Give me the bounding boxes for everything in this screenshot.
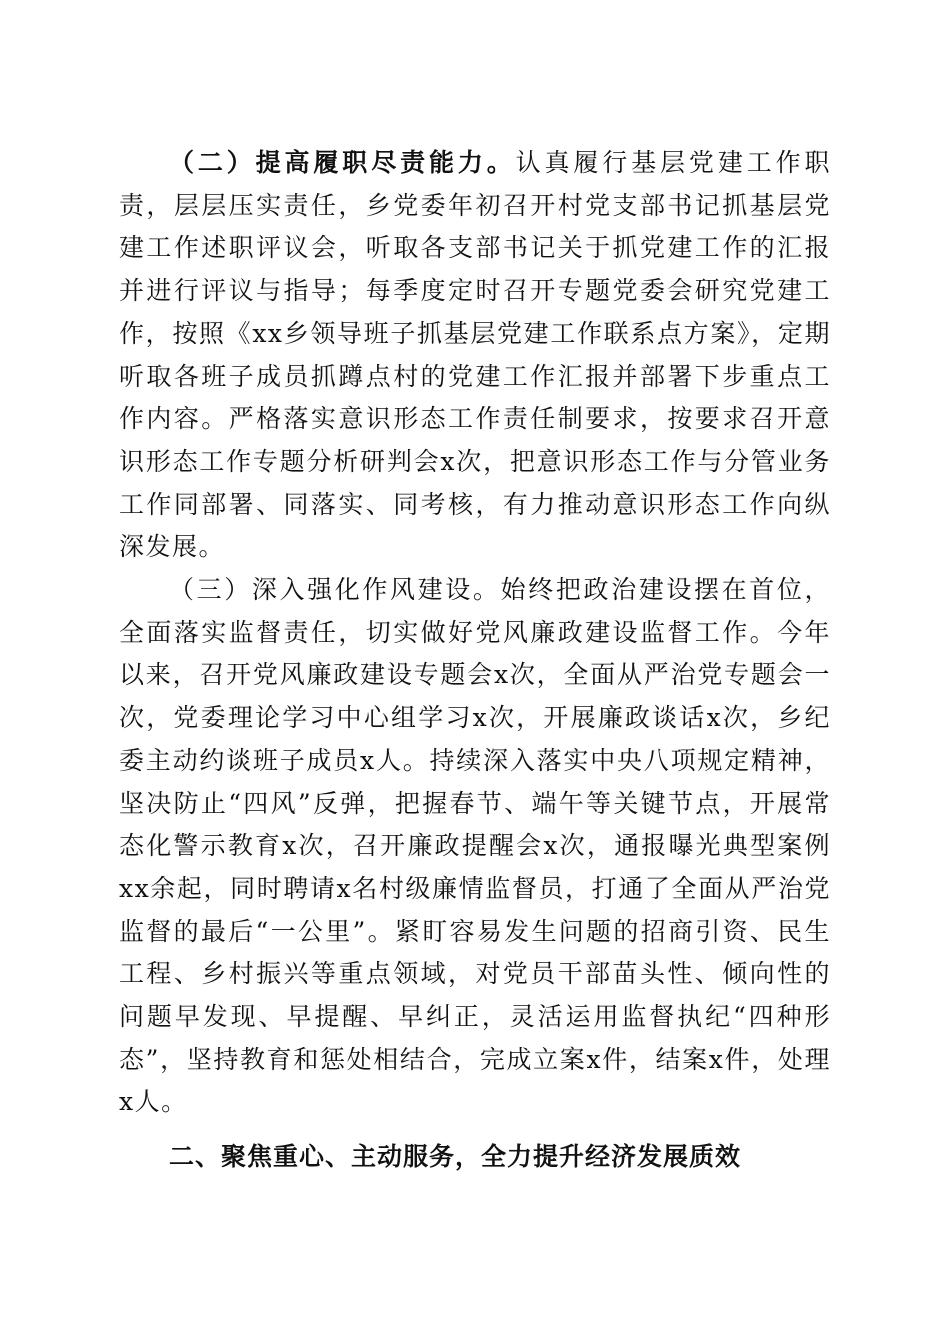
document-body bbox=[119, 142, 831, 1178]
paragraph-3-text: 始终把政治建设摆在首位，全面落实监督责任，切实做好党风廉政建设监督工作。今年以来，召开党风廉政建设专题会x次，全面从严治党专题会一次，党委理论学习中心组学习x次，开展廉政谈话x次，乡纪委主动约谈班子成员x人。持续深入落实中央八项规定精神，坚决防止“四风”反弹，把握春节、端午等关键节点，开展常态化警示教育x次，召开廉政提醒会x次，通报曝光典型案例xx余起，同时聘请x名村级廉情监督员，打通了全面从严治党监督的最后“一公里”。紧盯容易发生问题的招商引资、民生工程、乡村振兴等重点领域，对党员干部苗头性、倾向性的问题早发现、早提醒、早纠正，灵活运用监督执纪“四种形态”，坚持教育和惩处相结合，完成立案x件，结案x件，处理x人。 bbox=[119, 575, 831, 1117]
paragraph-2-text: 认真履行基层党建工作职责，层层压实责任，乡党委年初召开村党支部书记抓基层党建工作述职评议会，听取各支部书记关于抓党建工作的汇报并进行评议与指导；每季度定时召开专题党委会研究党建工作，按照《xx乡领导班子抓基层党建工作联系点方案》，定期听取各班子成员抓蹲点村的党建工作汇报并部署下步重点工作内容。严格落实意识形态工作责任制要求，按要求召开意识形态工作专题分析研判会x次，把意识形态工作与分管业务工作同部署、同落实、同考核，有力推动意识形态工作向纵深发展。 bbox=[119, 148, 831, 562]
paragraph-2-lead: （二）提高履职尽责能力。 bbox=[169, 148, 516, 177]
paragraph-3 bbox=[119, 569, 831, 1124]
section-heading: 二、聚焦重心、主动服务，全力提升经济发展质效 bbox=[169, 1142, 742, 1172]
paragraph-3-lead: （三）深入强化作风建设。 bbox=[169, 575, 501, 605]
paragraph-2 bbox=[119, 142, 831, 569]
